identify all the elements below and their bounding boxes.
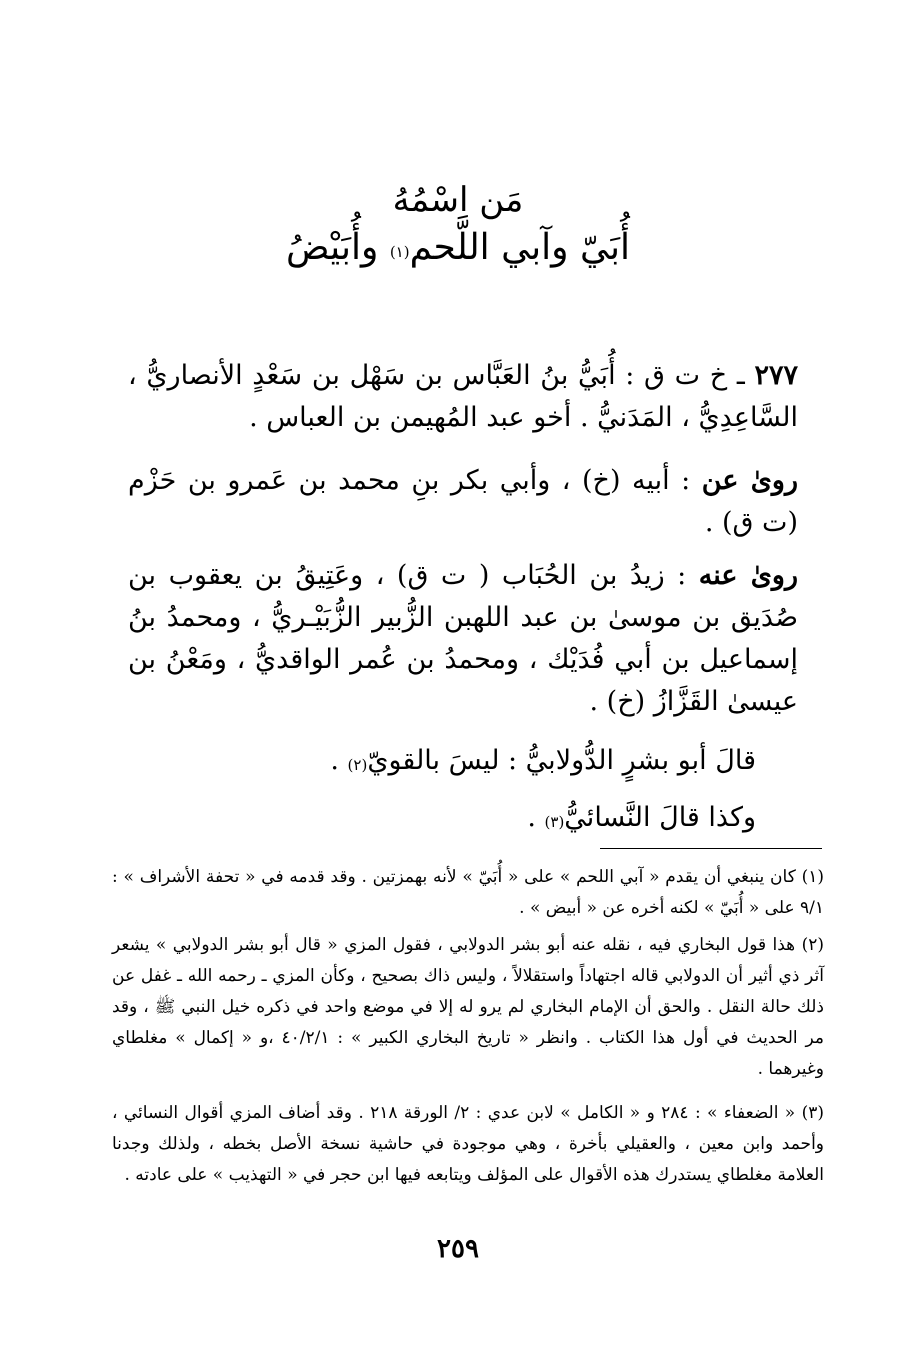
entry-text: ـ خ ت ق : أُبَيُّ بنُ العَبَّاس بن سَهْل بن سَعْدٍ الأنصاريُّ ، السَّاعِدِيُّ ، المَدَنيُّ . أخو عبد المُهيمن بن العباس . xyxy=(128,360,798,433)
narrated-from-text: : أبيه (خ) ، وأبي بكر بنِ محمد بن عَمرو بن حَزْم (ت ق) . xyxy=(128,465,798,538)
saying-dulabi-end: . xyxy=(330,745,348,776)
footnote-ref-3: (٣) xyxy=(544,813,565,831)
footnote-ref-1: (١) xyxy=(389,243,410,261)
saying-nasai xyxy=(527,797,756,839)
narrated-from-paragraph xyxy=(128,460,798,544)
footnote-3: (٣) « الضعفاء » : ٢٨٤ و « الكامل » لابن عدي : ٢/ الورقة ٢١٨ . وقد أضاف المزي أقوال النسائي ، وأحمد وابن معين ، والعقيلي بأخرة ، وهي موجودة في حاشية نسخة الأصل بخطه ، ولذلك وجدنا العلامة مغلطاي يستدرك هذه الأقوال على المؤلف ويتابعه فيها ابن حجر في « التهذيب » على عادته . xyxy=(112,1103,824,1185)
footnote-divider xyxy=(600,848,822,849)
heading-names-b: وأُبَيْضُ xyxy=(285,227,390,268)
saying-nasai-end: . xyxy=(527,802,545,833)
page-number: ٢٥٩ xyxy=(437,1234,479,1264)
narrated-by-paragraph xyxy=(128,555,798,723)
entry-paragraph xyxy=(128,355,798,439)
footnote-1: (١) كان ينبغي أن يقدم « آبي اللحم » على « أُبَيّ » لأنه بهمزتين . وقد قدمه في « تحفة الأشراف » : ٩/١ على « أُبَيّ » لكنه أخره عن « أبيض » . xyxy=(112,867,824,918)
narrated-by-label: روىٰ عنه xyxy=(698,560,799,591)
narrated-from-label: روىٰ عن xyxy=(701,465,798,496)
narrated-by-text: : زيدُ بن الحُبَاب ( ت ق) ، وعَتِيقُ بن يعقوب بن صُدَيق بن موسىٰ بن عبد اللهبن الزُّبير الزُّبَيْـريُّ ، ومحمدُ بنُ إسماعيل بن أبي فُدَيْك ، ومحمدُ بن عُمر الواقديُّ ، ومَعْنُ بن عيسىٰ القَزَّازُ (خ) . xyxy=(128,560,798,717)
saying-dulabi-text: قالَ أبو بشرٍ الدُّولابيُّ : ليسَ بالقويّ xyxy=(367,745,756,776)
heading-line-1: مَن اسْمُهُ xyxy=(392,180,524,220)
entry-number: ٢٧٧ xyxy=(754,360,798,391)
heading-names-a: أُبَيّ وآبي اللَّحم xyxy=(409,227,631,268)
footnote-2: (٢) هذا قول البخاري فيه ، نقله عنه أبو بشر الدولابي ، فقول المزي « قال أبو بشر الدولابي » يشعر آثر ذي أثير أن الدولابي قاله اجتهاداً واستقلالاً ، وليس ذاك بصحيح ، وكأن المزي ـ رحمه الله ـ غفل عن ذلك حالة النقل . والحق أن الإمام البخاري لم يرو له إلا في موضع واحد في ذكره خيل النبي ﷺ ، وقد مر الحديث في أول هذا الكتاب . وانظر « تاريخ البخاري الكبير » : ٤٠/٢/١ ،و « إكمال » مغلطاي وغيرهما . xyxy=(112,935,825,1079)
saying-nasai-text: وكذا قالَ النَّسائيُّ xyxy=(564,802,756,833)
heading-line-2 xyxy=(0,224,916,272)
chapter-heading xyxy=(0,178,916,272)
saying-dulabi xyxy=(330,740,756,782)
footnote-ref-2: (٢) xyxy=(347,756,368,774)
